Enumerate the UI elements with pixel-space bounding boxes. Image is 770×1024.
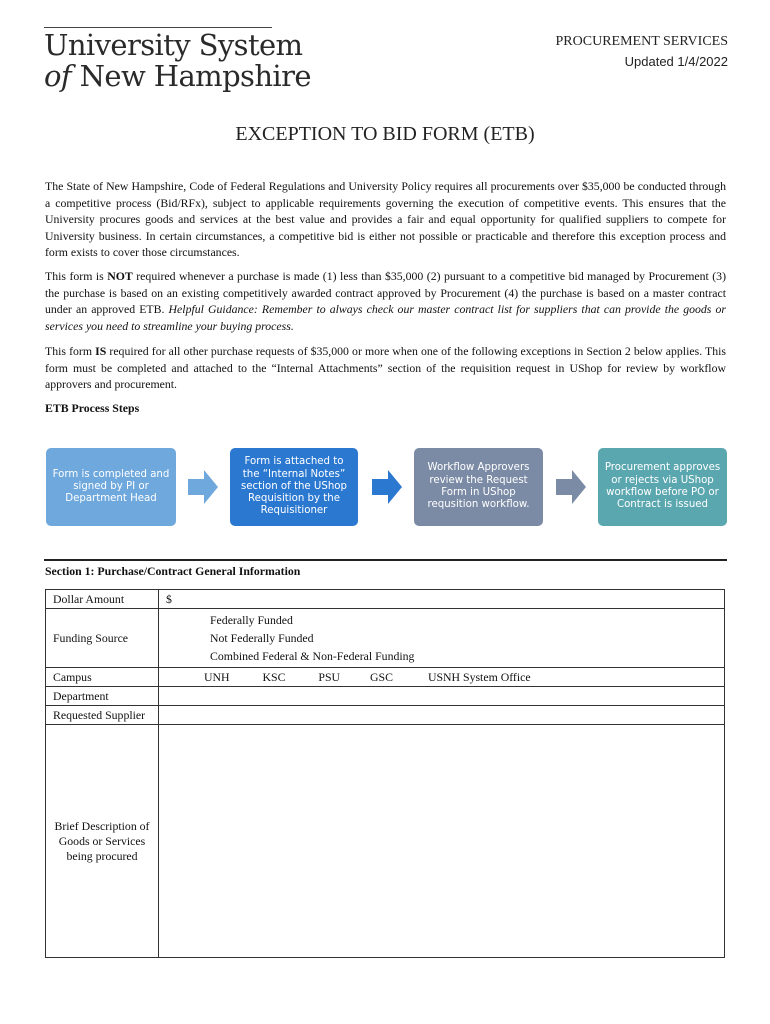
- logo-new-hampshire: New Hampshire: [71, 59, 311, 93]
- intro-paragraph: The State of New Hampshire, Code of Federal Regulations and University Policy requires all procurements over $35,000 be conducted through a competitive process (Bid/RFx), subject to applicable requirements governing the execution of competitive events. This ensures that the University procures goods and services at the best value and provides a fair and equal opportunity for qualified suppliers to compete for University business. In certain circumstances, a competitive bid is either not possible or practicable and therefore this exception process and form exists to cover those circumstances.: [45, 179, 726, 260]
- p3-post: required for all other purchase requests of $35,000 or more when one of the following exceptions in Section 2 below applies. This form must be completed and attached to the “Internal Attachments” section of the requisition request in UShop for review by workflow approvers and procurement.: [45, 344, 727, 392]
- supplier-field[interactable]: [159, 706, 725, 725]
- right-arrow-icon: [188, 470, 218, 504]
- step-1-box: Form is completed and signed by PI or Department Head: [46, 448, 176, 526]
- p3-pre: This form: [45, 344, 96, 358]
- step-3-box: Workflow Approvers review the Request Form in UShop requsition workflow.: [414, 448, 543, 526]
- funding-source-row: [46, 609, 725, 668]
- p2-pre: This form is: [45, 269, 108, 283]
- section-1-heading: Section 1: Purchase/Contract General Information: [45, 564, 301, 578]
- logo-line-1: University System: [44, 28, 303, 62]
- department-field[interactable]: [159, 687, 725, 706]
- department-label: Department: [46, 687, 159, 706]
- funding-source-label: Funding Source: [46, 609, 159, 668]
- department-name: PROCUREMENT SERVICES: [555, 34, 728, 49]
- section-divider: [44, 559, 727, 561]
- logo-line-2: [44, 59, 311, 93]
- campus-option-unh[interactable]: UNH: [204, 669, 230, 684]
- description-field[interactable]: [159, 725, 725, 958]
- supplier-row: [46, 706, 725, 725]
- campus-row: [46, 668, 725, 687]
- department-row: [46, 687, 725, 706]
- funding-option-not-federal[interactable]: Not Federally Funded: [210, 631, 314, 645]
- funding-source-options: [159, 609, 725, 668]
- helpful-guidance: Helpful Guidance: Remember to always check our master contract list for suppliers that can provide the goods or services you need to streamline your buying process.: [45, 302, 726, 333]
- description-row: [46, 725, 725, 958]
- supplier-label: Requested Supplier: [46, 706, 159, 725]
- right-arrow-icon: [372, 470, 402, 504]
- dollar-amount-label: Dollar Amount: [46, 590, 159, 609]
- funding-option-federal[interactable]: Federally Funded: [210, 613, 293, 627]
- p2-post: required whenever a purchase is made (1) less than $35,000 (2) pursuant to a competitive bid managed by Procurement (3) the purchase is based on an existing competitively awarded contract approved by Procurement (4) the purchase is based on a master contract under an approved ETB.: [45, 269, 727, 317]
- updated-date: Updated 1/4/2022: [624, 54, 728, 69]
- process-flow: [46, 448, 727, 526]
- dollar-amount-field[interactable]: $: [159, 590, 725, 609]
- logo-of: of: [44, 59, 71, 93]
- campus-option-system-office[interactable]: USNH System Office: [427, 669, 531, 684]
- process-steps-heading: ETB Process Steps: [45, 401, 140, 415]
- campus-option-ksc[interactable]: KSC: [262, 669, 286, 684]
- step-2-box: Form is attached to the “Internal Notes” section of the UShop Requisition by the Requisitioner: [230, 448, 358, 526]
- description-label: Brief Description of Goods or Services being procured: [46, 725, 159, 958]
- page-title: EXCEPTION TO BID FORM (ETB): [235, 123, 535, 145]
- required-paragraph: [45, 343, 726, 393]
- funding-option-combined[interactable]: Combined Federal & Non-Federal Funding: [210, 649, 415, 663]
- campus-option-psu[interactable]: PSU: [318, 669, 341, 684]
- not-required-paragraph: [45, 268, 726, 334]
- header-right: [556, 34, 728, 69]
- right-arrow-icon: [556, 470, 586, 504]
- p3-bold: IS: [95, 344, 107, 358]
- campus-options: [159, 668, 725, 687]
- usnh-logo: [44, 27, 311, 93]
- section-1-table: [45, 589, 725, 958]
- campus-option-gsc[interactable]: GSC: [370, 669, 393, 684]
- p2-bold: NOT: [107, 269, 133, 283]
- step-4-box: Procurement approves or rejects via UShop workflow before PO or Contract is issued: [598, 448, 727, 526]
- campus-label: Campus: [46, 668, 159, 687]
- dollar-amount-row: [46, 590, 725, 609]
